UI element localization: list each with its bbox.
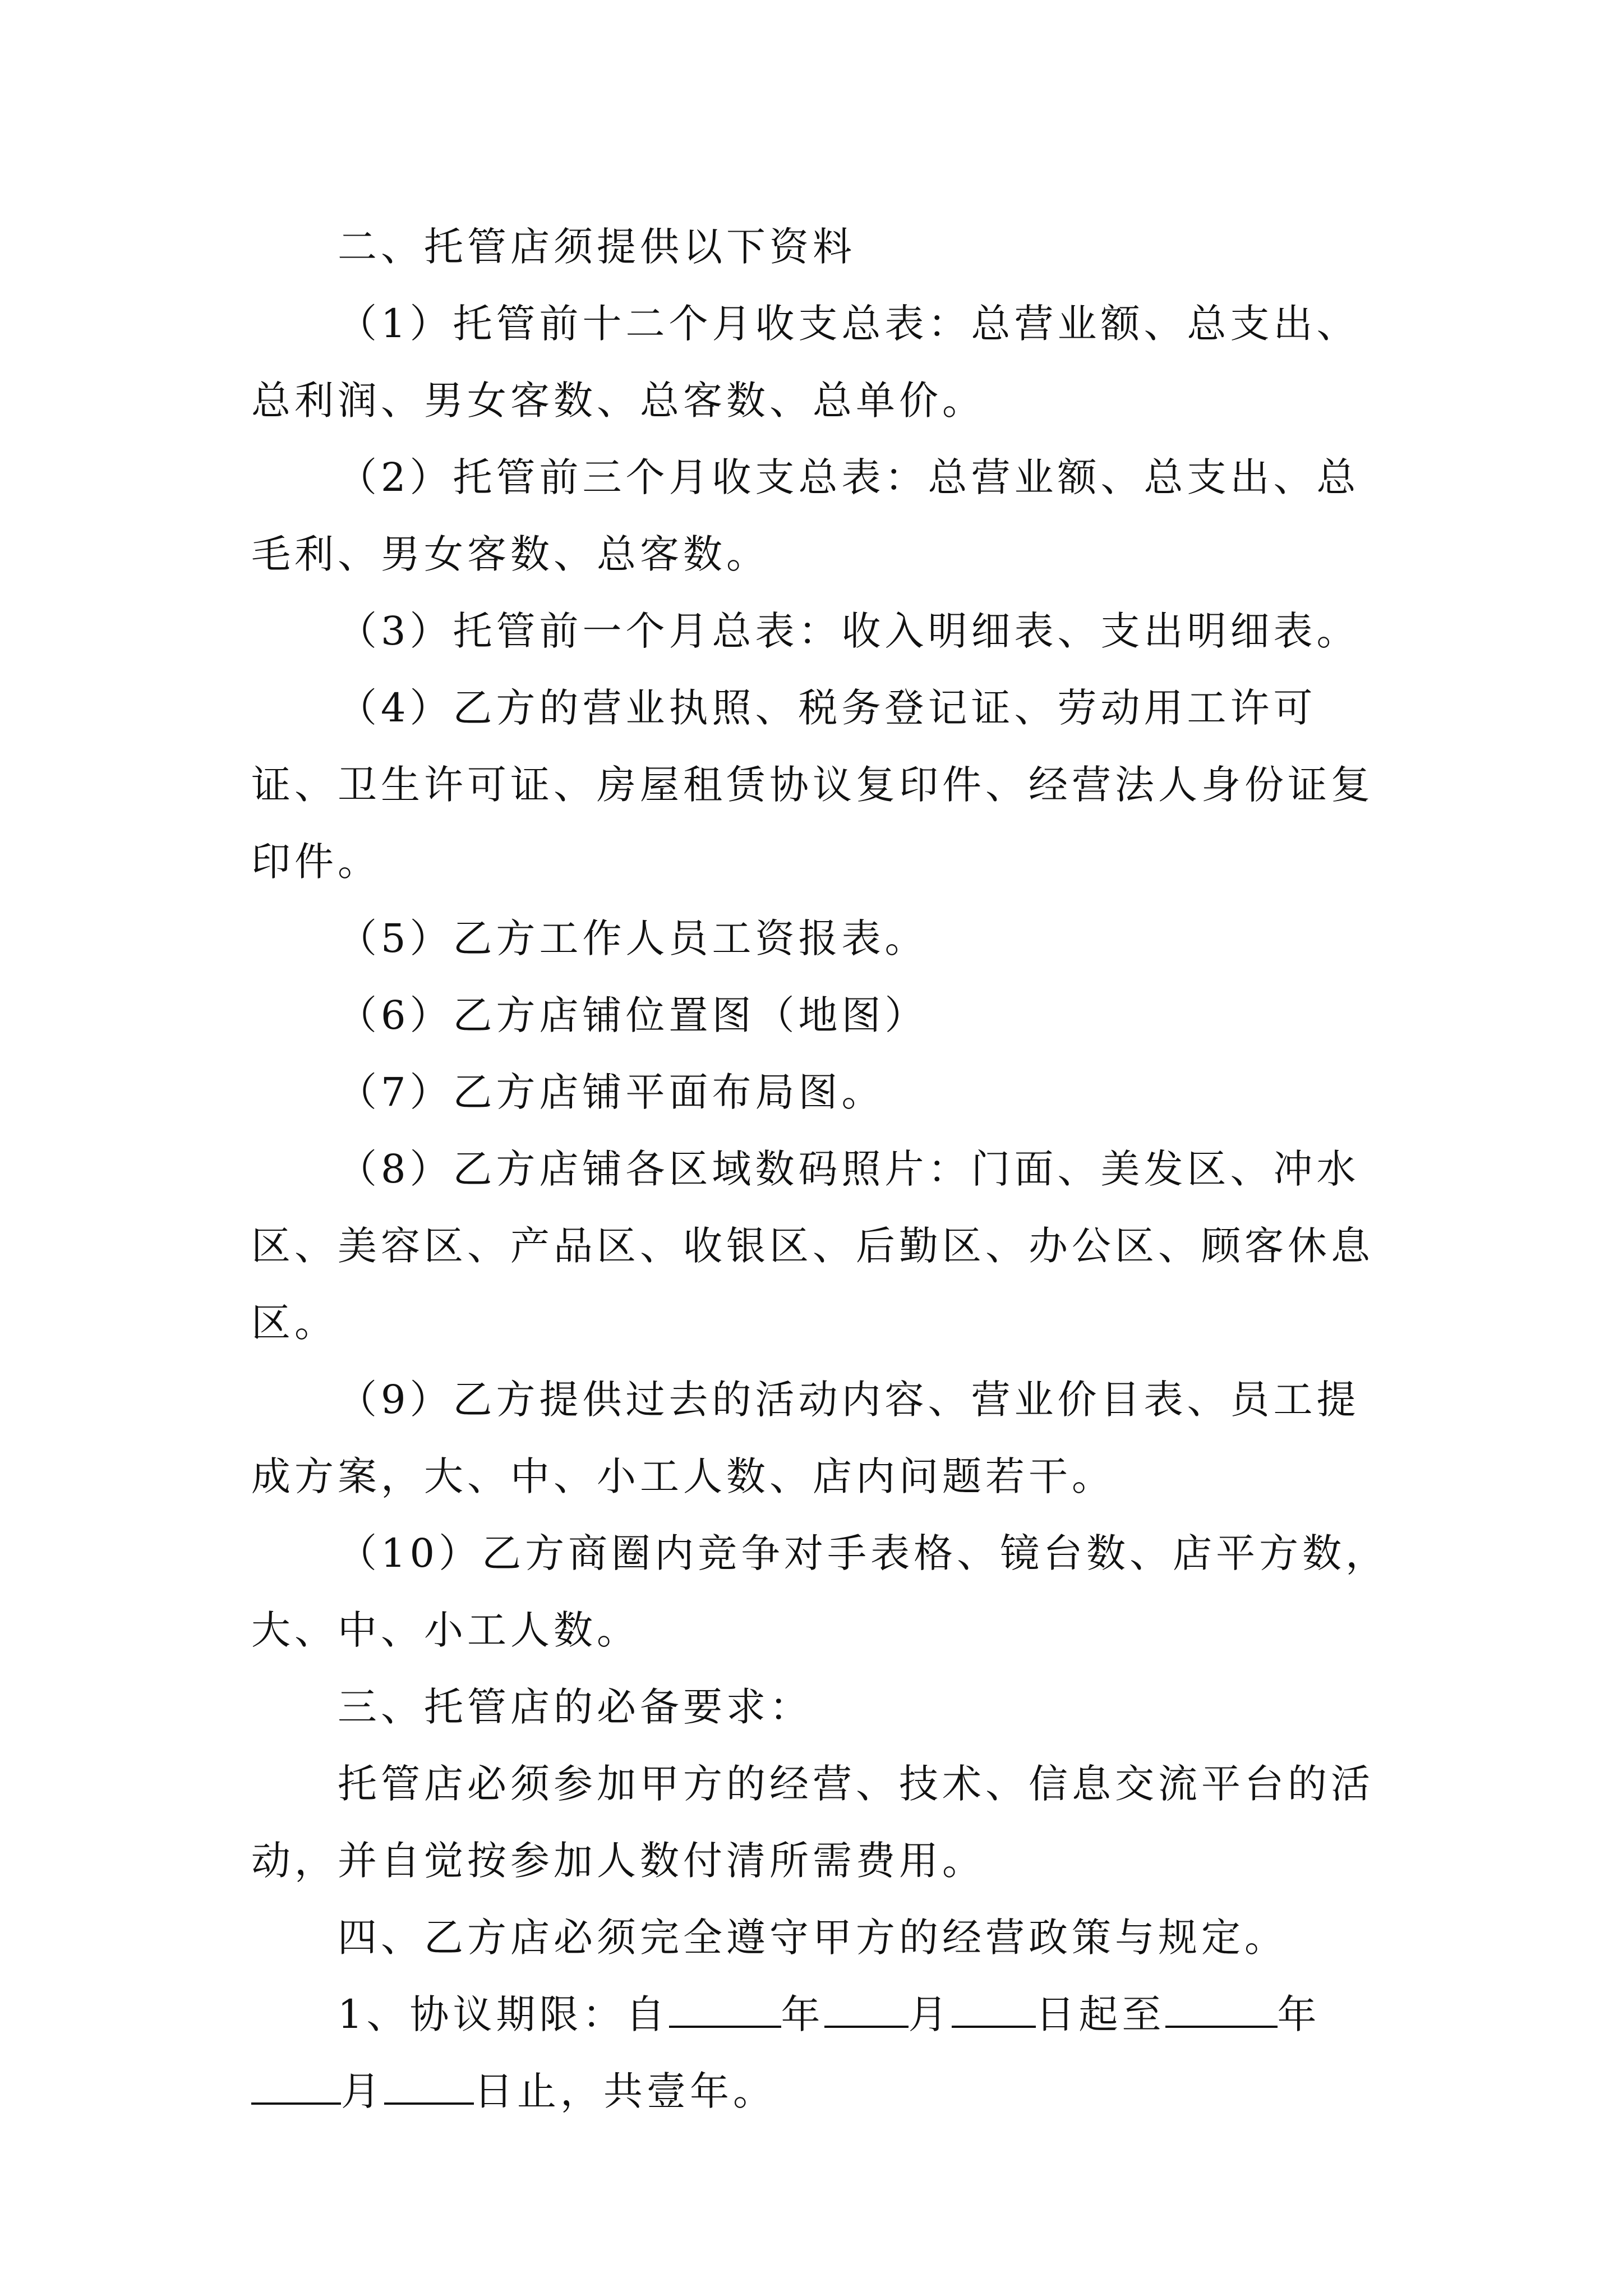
requirement-paragraph: 托管店必须参加甲方的经营、技术、信息交流平台的活动，并自觉按参加人数付清所需费用。 (251, 1761, 1374, 1884)
list-item-9: （9）乙方提供过去的活动内容、营业价目表、员工提成方案，大、中、小工人数、店内问题若干。 (251, 1377, 1360, 1499)
list-item-7: （7）乙方店铺平面布局图。 (338, 1069, 885, 1115)
blank-end-year (1165, 1993, 1278, 2028)
term-end: 日止，共壹年。 (474, 2068, 776, 2114)
agreement-term-line-1 (251, 1976, 1401, 2053)
blank-start-day (952, 1993, 1036, 2028)
term-year-2: 年 (1277, 1991, 1321, 2037)
document-body (251, 209, 1401, 2130)
list-item-2: （2）托管前三个月收支总表：总营业额、总支出、总毛利、男女客数、总客数。 (251, 454, 1360, 577)
blank-end-day (384, 2070, 474, 2105)
list-item-8: （8）乙方店铺各区域数码照片：门面、美发区、冲水区、美容区、产品区、收银区、后勤区、办公区、顾客休息区。 (251, 1146, 1374, 1346)
list-item-1: （1）托管前十二个月收支总表：总营业额、总支出、总利润、男女客数、总客数、总单价。 (251, 301, 1360, 424)
blank-start-year (669, 1993, 781, 2028)
blank-start-month (824, 1993, 909, 2028)
section-heading-2: 二、托管店须提供以下资料 (338, 224, 856, 270)
agreement-term-line-2 (251, 2053, 1401, 2130)
list-item-10: （10）乙方商圈内竞争对手表格、镜台数、店平方数，大、中、小工人数。 (251, 1530, 1389, 1653)
section-heading-4: 四、乙方店必须完全遵守甲方的经营政策与规定。 (338, 1915, 1288, 1961)
list-item-6: （6）乙方店铺位置图（地图） (338, 992, 928, 1038)
list-item-4: （4）乙方的营业执照、税务登记证、劳动用工许可证、卫生许可证、房屋租赁协议复印件、经营法人身份证复印件。 (251, 685, 1374, 885)
list-item-5: （5）乙方工作人员工资报表。 (338, 915, 928, 961)
blank-end-month (251, 2070, 341, 2105)
term-year-1: 年 (781, 1991, 824, 2037)
section-heading-3: 三、托管店的必备要求： (338, 1684, 813, 1730)
agreement-term (251, 1976, 1401, 2130)
term-prefix: 1、协议期限：自 (338, 1991, 669, 2037)
term-day-1: 日起至 (1035, 1991, 1165, 2037)
list-item-3: （3）托管前一个月总表：收入明细表、支出明细表。 (338, 608, 1360, 654)
term-month-1: 月 (908, 1991, 952, 2037)
term-month-2: 月 (341, 2068, 384, 2114)
